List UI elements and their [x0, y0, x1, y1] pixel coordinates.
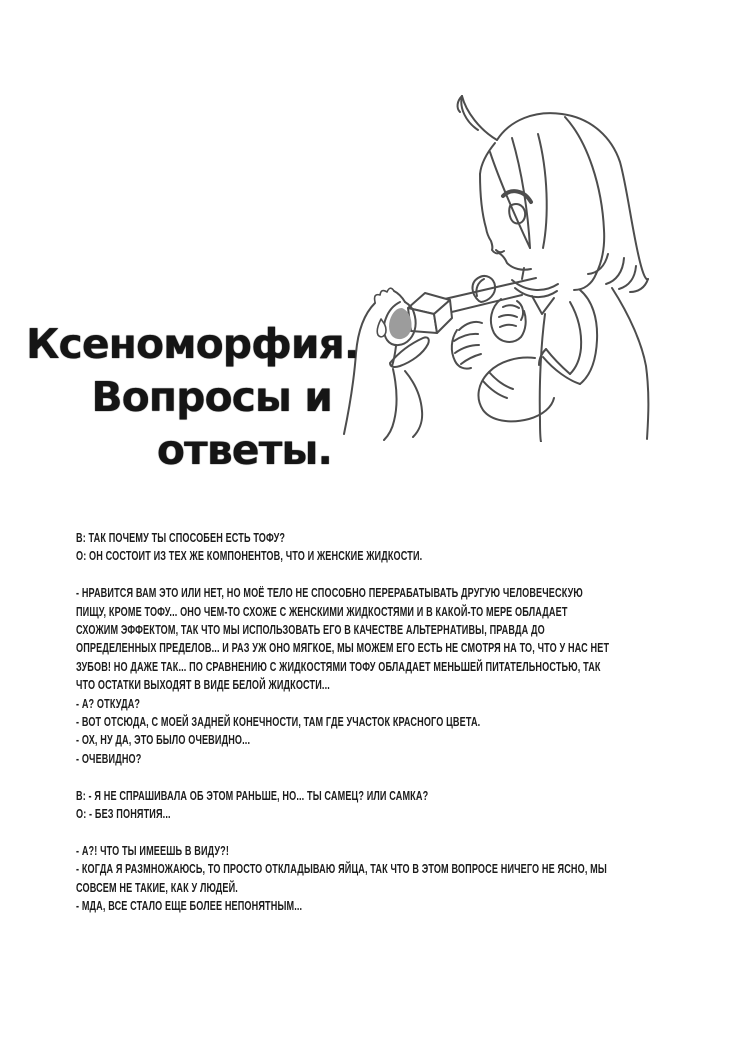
title-line-2: Вопросы и [91, 373, 332, 421]
qa-line: СОВСЕМ НЕ ТАКИЕ, КАК У ЛЮДЕЙ. [76, 879, 238, 895]
hand-lower [452, 322, 482, 369]
girl-figure [452, 96, 649, 442]
qa-line: - ОЧЕВИДНО? [76, 750, 142, 766]
qa-line: В: ТАК ПОЧЕМУ ТЫ СПОСОБЕН ЕСТЬ ТОФУ? [76, 530, 286, 545]
page-title [26, 318, 359, 477]
qa-line: - ВОТ ОТСЮДА, С МОЕЙ ЗАДНЕЙ КОНЕЧНОСТИ, ТАМ ГДЕ УЧАСТОК КРАСНОГО ЦВЕТА. [76, 714, 481, 730]
girl-mouth [496, 250, 504, 252]
title-line-3: ответы. [156, 426, 332, 474]
qa-block-2 [76, 584, 664, 768]
qa-block-1 [76, 529, 664, 566]
qa-line: СХОЖИМ ЭФФЕКТОМ, ТАК ЧТО МЫ ИСПОЛЬЗОВАТЬ ЕГО В КАЧЕСТВЕ АЛЬТЕРНАТИВЫ, ПРАВДА ДО [76, 622, 545, 638]
qa-line: В: - Я НЕ СПРАШИВАЛА ОБ ЭТОМ РАНЬШЕ, НО... ТЫ САМЕЦ? ИЛИ САМКА? [76, 787, 429, 803]
qa-line: - МДА, ВСЕ СТАЛО ЕЩЕ БОЛЕЕ НЕПОНЯТНЫМ... [76, 898, 303, 914]
head-tuft [375, 288, 394, 302]
qa-line: - НРАВИТСЯ ВАМ ЭТО ИЛИ НЕТ, НО МОЁ ТЕЛО НЕ СПОСОБНО ПЕРЕРАБАТЫВАТЬ ДРУГУЮ ЧЕЛОВЕЧЕСКУЮ [76, 585, 583, 601]
qa-block-4 [76, 842, 664, 916]
qa-line: - А?! ЧТО ТЫ ИМЕЕШЬ В ВИДУ?! [76, 842, 230, 858]
illustration [340, 62, 736, 442]
qa-line: ОПРЕДЕЛЕННЫХ ПРЕДЕЛОВ... И РАЗ УЖ ОНО МЯГКОЕ, МЫ МОЖЕМ ЕГО ЕСТЬ НЕ СМОТРЯ НА ТО, ЧТО У НАС НЕТ [76, 640, 610, 656]
qa-line: О: - БЕЗ ПОНЯТИЯ... [76, 806, 171, 822]
qa-line: ЧТО ОСТАТКИ ВЫХОДЯТ В ВИДЕ БЕЛОЙ ЖИДКОСТИ... [76, 677, 330, 693]
qa-line: - КОГДА Я РАЗМНОЖАЮСЬ, ТО ПРОСТО ОТКЛАДЫВАЮ ЯЙЦА, ТАК ЧТО В ЭТОМ ВОПРОСЕ НИЧЕГО НЕ ЯСНО, МЫ [76, 861, 607, 877]
qa-text [76, 529, 664, 915]
hair-outline [497, 113, 648, 279]
qa-line: ПИЩУ, КРОМЕ ТОФУ... ОНО ЧЕМ-ТО СХОЖЕ С ЖЕНСКИМИ ЖИДКОСТЯМИ И В КАКОЙ-ТО МЕРЕ ОБЛАДАЕТ [76, 603, 568, 619]
qa-line: О: ОН СОСТОИТ ИЗ ТЕХ ЖЕ КОМПОНЕНТОВ, ЧТО И ЖЕНСКИЕ ЖИДКОСТИ. [76, 548, 423, 564]
arm-outer [580, 290, 597, 384]
creature-belly [384, 369, 397, 440]
back-line [612, 288, 648, 439]
qa-block-3 [76, 787, 664, 824]
hand-upper [491, 299, 526, 342]
qa-line: ЗУБОВ! НО ДАЖЕ ТАК... ПО СРАВНЕНИЮ С ЖИДКОСТЯМИ ТОФУ ОБЛАДАЕТ МЕНЬШЕЙ ПИТАТЕЛЬНОСТЬЮ, ТАК [76, 658, 601, 674]
sleeve [478, 358, 554, 422]
qa-line: - А? ОТКУДА? [76, 695, 141, 711]
qa-line: - ОХ, НУ ДА, ЭТО БЫЛО ОЧЕВИДНО... [76, 732, 251, 748]
title-line-1: Ксеноморфия. [26, 320, 359, 368]
